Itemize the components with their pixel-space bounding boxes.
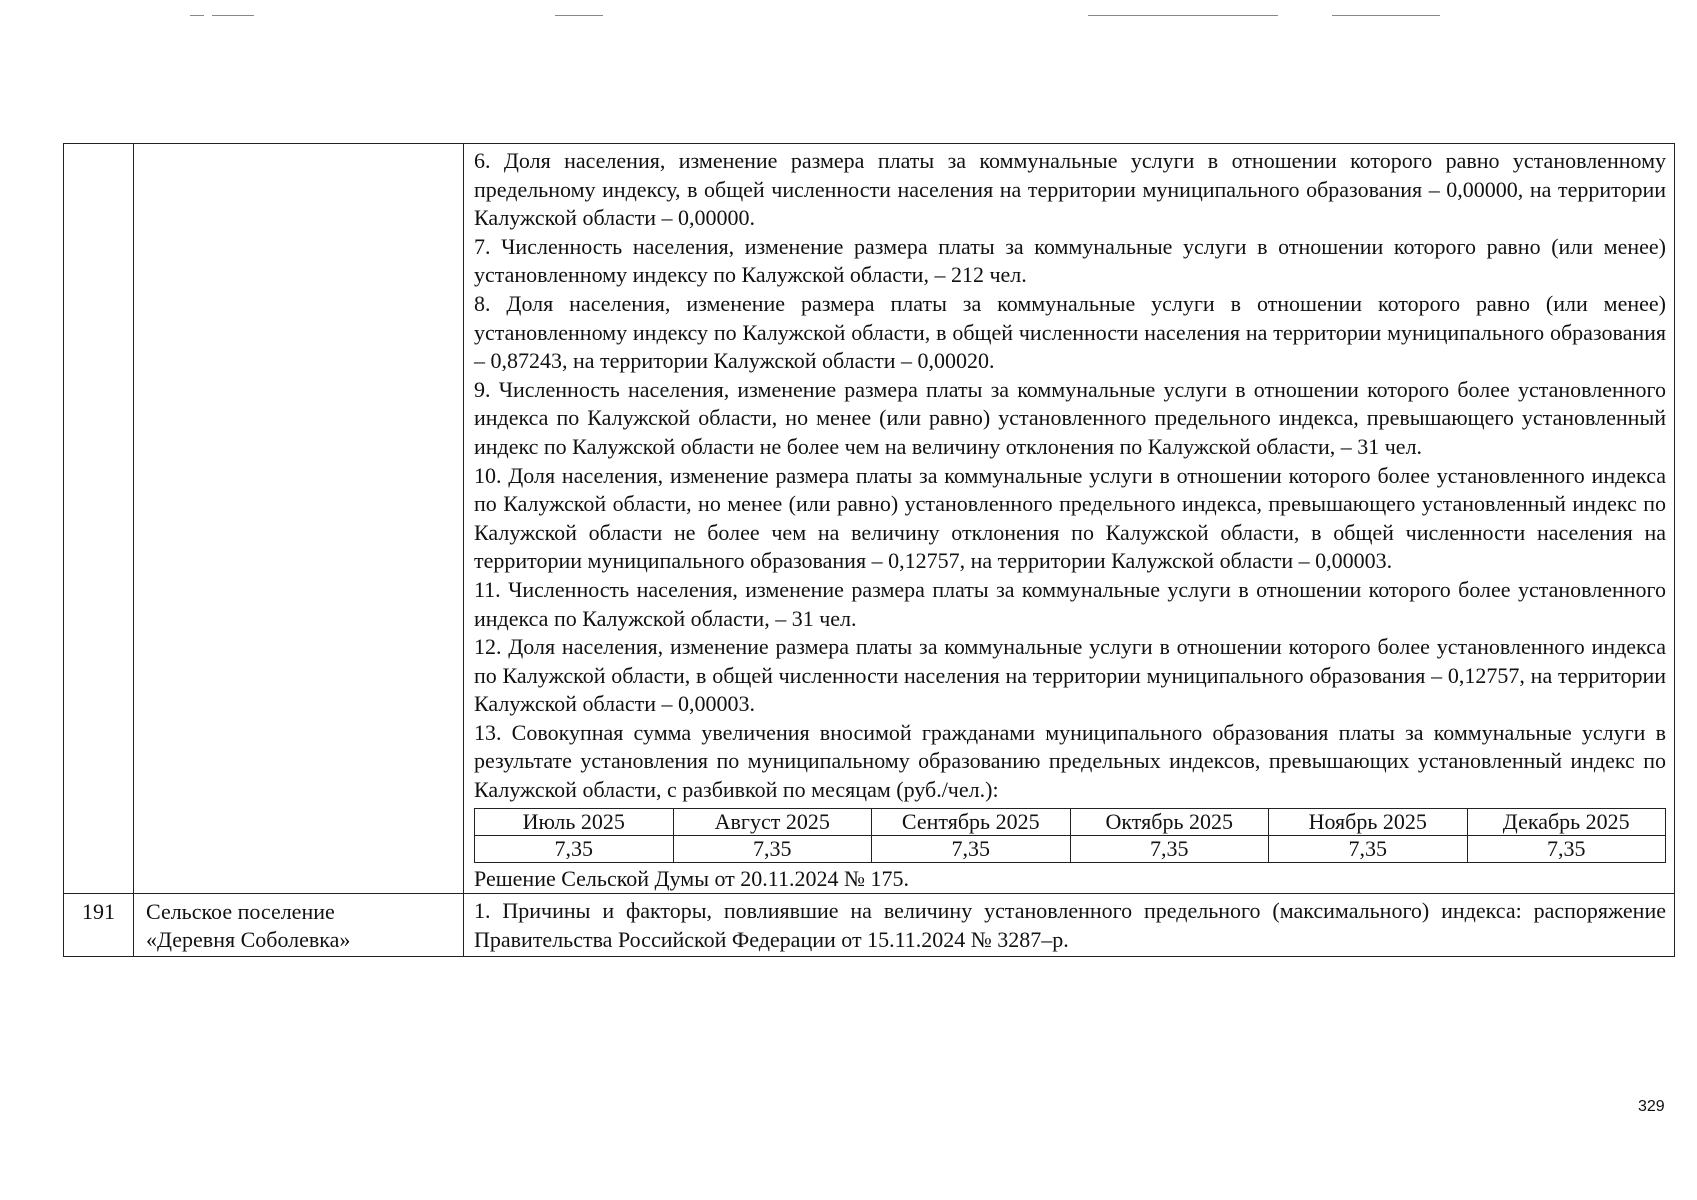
page-number: 329 xyxy=(1638,1098,1665,1115)
month-header: Ноябрь 2025 xyxy=(1269,808,1468,835)
scan-artifact xyxy=(555,15,603,16)
month-value: 7,35 xyxy=(673,835,872,862)
name-cell-empty xyxy=(134,144,464,894)
paragraph-9: 9. Численность населения, изменение размера платы за коммунальные услуги в отношении которого более установленного индекса по Калужской области, но менее (или равно) установленного предельного индекса, превышающего установленный индекс по Калужской области не более чем на величину отклонения по Калужской области, – 31 чел. xyxy=(474,376,1666,459)
table-row-continuation xyxy=(64,144,1675,894)
paragraph-1-reasons: 1. Причины и факторы, повлиявшие на величину установленного предельного (максимального) индекса: распоряжение Правительства Российской Федерации от 15.11.2024 № 3287–р. xyxy=(474,898,1666,952)
month-value: 7,35 xyxy=(1269,835,1468,862)
month-value: 7,35 xyxy=(475,835,674,862)
scan-artifact xyxy=(212,15,254,16)
municipality-name-line2: «Деревня Соболевка» xyxy=(146,927,351,953)
decision-reference: Решение Сельской Думы от 20.11.2024 № 175. xyxy=(474,865,909,891)
municipality-name-line1: Сельское поселение xyxy=(146,899,335,925)
description-cell xyxy=(464,144,1675,894)
paragraph-10: 10. Доля населения, изменение размера платы за коммунальные услуги в отношении которого более установленного индекса по Калужской области, но менее (или равно) установленного предельного индекса, превышающего установленный индекс по Калужской области не более чем на величину отклонения по Калужской области, в общей численности населения на территории муниципального образования – 0,12757, на территории Калужской области – 0,00003. xyxy=(474,462,1666,574)
registry-table xyxy=(63,143,1675,957)
months-header-row xyxy=(475,808,1666,835)
month-value: 7,35 xyxy=(1467,835,1666,862)
paragraph-6: 6. Доля населения, изменение размера платы за коммунальные услуги в отношении которого равно установленному предельному индексу, в общей численности населения на территории муниципального образования – 0,00000, на территории Калужской области – 0,00000. xyxy=(474,148,1666,231)
paragraph-8: 8. Доля населения, изменение размера платы за коммунальные услуги в отношении которого равно (или менее) установленному индексу по Калужской области, в общей численности населения на территории муниципального образования – 0,87243, на территории Калужской области – 0,00020. xyxy=(474,290,1666,374)
scan-artifact xyxy=(1332,15,1440,16)
municipality-name xyxy=(134,894,464,957)
paragraph-7: 7. Численность населения, изменение размера платы за коммунальные услуги в отношении которого равно (или менее) установленному индексу по Калужской области, – 212 чел. xyxy=(474,233,1666,288)
paragraph-12: 12. Доля населения, изменение размера платы за коммунальные услуги в отношении которого более установленного индекса по Калужской области, в общей численности населения на территории муниципального образования – 0,12757, на территории Калужской области – 0,00003. xyxy=(474,634,1666,717)
month-header: Декабрь 2025 xyxy=(1467,808,1666,835)
number-cell-empty xyxy=(64,144,134,894)
months-value-row xyxy=(475,835,1666,862)
month-value: 7,35 xyxy=(872,835,1071,862)
month-header: Июль 2025 xyxy=(475,808,674,835)
row-number: 191 xyxy=(64,894,134,957)
table-row-191 xyxy=(64,894,1675,957)
scan-artifact xyxy=(1088,15,1278,16)
paragraph-13: 13. Совокупная сумма увеличения вносимой гражданами муниципального образования платы за коммунальные услуги в результате установления по муниципальному образованию предельных индексов, превышающих установленный индекс по Калужской области, с разбивкой по месяцам (руб./чел.): xyxy=(474,719,1666,803)
month-header: Октябрь 2025 xyxy=(1070,808,1269,835)
month-header: Август 2025 xyxy=(673,808,872,835)
paragraph-11: 11. Численность населения, изменение размера платы за коммунальные услуги в отношении которого более установленного индекса по Калужской области, – 31 чел. xyxy=(474,576,1666,631)
month-header: Сентябрь 2025 xyxy=(872,808,1071,835)
scan-artifact xyxy=(190,15,204,16)
description-cell-191 xyxy=(464,894,1675,957)
monthly-increase-table xyxy=(474,808,1666,863)
month-value: 7,35 xyxy=(1070,835,1269,862)
